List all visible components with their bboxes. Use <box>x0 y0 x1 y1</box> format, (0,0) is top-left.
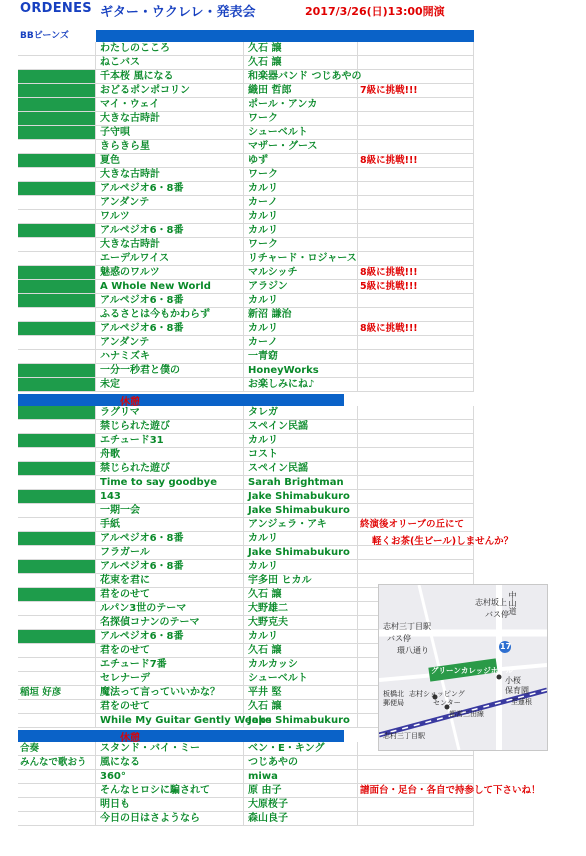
performer-cell <box>18 378 96 392</box>
break-band <box>18 730 344 742</box>
song-title: アルペジオ6・8番 <box>100 631 184 642</box>
artist-name: シューベルト <box>248 673 308 684</box>
event-date: 2017/3/26(日)13:00開演 <box>305 5 445 18</box>
note-cell <box>358 812 474 826</box>
performer-cell <box>18 644 96 658</box>
performer-cell <box>18 154 96 168</box>
note-cell <box>358 252 474 266</box>
performer-cell <box>18 294 96 308</box>
artist-name: アンジェラ・アキ <box>248 519 327 530</box>
performer-cell <box>18 770 96 784</box>
song-title: アルペジオ6・8番 <box>100 561 184 572</box>
note-cell <box>358 70 474 84</box>
song-title: アンダンテ <box>100 197 150 208</box>
artist-name: Sarah Brightman <box>248 477 344 488</box>
note-cell <box>358 140 474 154</box>
artist-name: カルリ <box>248 323 278 334</box>
artist-name: 平井 堅 <box>248 687 282 698</box>
note-cell <box>358 364 474 378</box>
song-title: ねこバス <box>100 57 140 68</box>
program-row <box>0 420 474 434</box>
program-row <box>0 182 474 196</box>
note-cell <box>358 98 474 112</box>
song-title: 未定 <box>100 379 120 390</box>
performer-label: 合奏 <box>20 743 40 754</box>
artist-name: カルリ <box>248 561 278 572</box>
program-row <box>0 84 474 98</box>
performer-cell <box>18 532 96 546</box>
performer-cell <box>18 518 96 532</box>
artist-name: 久石 譲 <box>248 645 282 656</box>
map-label-road: 環八通り <box>397 646 429 655</box>
performer-cell <box>18 168 96 182</box>
performer-cell <box>18 490 96 504</box>
performer-cell <box>18 224 96 238</box>
song-title: 手紙 <box>100 519 120 530</box>
artist-name: HoneyWorks <box>248 365 319 376</box>
song-title: 風になる <box>100 757 140 768</box>
song-title: Time to say goodbye <box>100 477 217 488</box>
performer-cell <box>18 812 96 826</box>
artist-name: タレガ <box>248 407 278 418</box>
map-label-station3: 志村三丁目駅 <box>383 732 425 740</box>
song-title: 舟歌 <box>100 449 120 460</box>
performer-cell <box>18 784 96 798</box>
song-title: 大きな古時計 <box>100 169 160 180</box>
artist-name: 久石 譲 <box>248 701 282 712</box>
after-party-note: 軽くお茶(生ビール)しませんか？ <box>372 536 514 547</box>
venue-map <box>378 584 548 751</box>
song-title: アルペジオ6・8番 <box>100 295 184 306</box>
song-title: 360° <box>100 771 126 782</box>
performer-cell <box>18 476 96 490</box>
program-row <box>0 294 474 308</box>
note-text: 8級に挑戦!!! <box>360 155 418 166</box>
note-cell <box>358 770 474 784</box>
performer-cell <box>18 238 96 252</box>
song-title: セレナーデ <box>100 673 150 684</box>
performer-cell <box>18 560 96 574</box>
note-cell <box>358 294 474 308</box>
program-row <box>0 406 474 420</box>
performer-cell <box>18 462 96 476</box>
song-title: 花束を君に <box>100 575 150 586</box>
artist-name: 和楽器バンド つじあやの <box>248 71 362 82</box>
program-row <box>0 378 474 392</box>
artist-name: 久石 譲 <box>248 589 282 600</box>
performer-cell <box>18 112 96 126</box>
program-row <box>0 42 474 56</box>
song-title: マイ・ウェイ <box>100 99 160 110</box>
program-row <box>0 280 474 294</box>
artist-name: Jake Shimabukuro <box>248 715 350 726</box>
song-title: 君をのせて <box>100 589 150 600</box>
song-title: A Whole New World <box>100 281 211 292</box>
event-title: ギター・ウクレレ・発表会 <box>100 5 256 20</box>
program-row <box>0 196 474 210</box>
program-row <box>0 126 474 140</box>
song-title: ふるさとは今もかわらず <box>100 309 210 320</box>
song-title: アルペジオ6・8番 <box>100 225 184 236</box>
note-cell <box>358 476 474 490</box>
artist-name: 大原桜子 <box>248 799 288 810</box>
program-row <box>0 364 474 378</box>
map-label-school: 小桜 <box>505 676 521 685</box>
song-title: 魅惑のワルツ <box>100 267 160 278</box>
artist-name: カルリ <box>248 295 278 306</box>
artist-name: ポール・アンカ <box>248 99 318 110</box>
note-cell <box>358 560 474 574</box>
artist-name: ワーク <box>248 113 278 124</box>
artist-name: スペイン民謡 <box>248 421 308 432</box>
song-title: 子守唄 <box>100 127 130 138</box>
note-cell <box>358 168 474 182</box>
performer-cell <box>18 406 96 420</box>
performer-cell <box>18 126 96 140</box>
performer-cell <box>18 434 96 448</box>
header <box>0 0 586 24</box>
program-row <box>0 756 474 770</box>
program-row <box>0 476 474 490</box>
artist-name: リチャード・ロジャース <box>248 253 357 264</box>
song-title: 大きな古時計 <box>100 113 160 124</box>
performer-cell <box>18 700 96 714</box>
note-text: 8級に挑戦!!! <box>360 267 418 278</box>
song-title: エチュード7番 <box>100 659 167 670</box>
artist-name: 森山良子 <box>248 813 288 824</box>
artist-name: カルリ <box>248 183 278 194</box>
program-row <box>0 812 474 826</box>
artist-name: 一青窈 <box>248 351 278 362</box>
program-row <box>0 154 474 168</box>
performer-cell <box>18 42 96 56</box>
note-cell <box>358 308 474 322</box>
note-cell <box>358 378 474 392</box>
artist-name: カーノ <box>248 337 278 348</box>
song-title: 143 <box>100 491 121 502</box>
artist-name: 大野克夫 <box>248 617 288 628</box>
artist-name: お楽しみにね♪ <box>248 379 315 390</box>
performer-cell <box>18 588 96 602</box>
artist-name: Jake Shimabukuro <box>248 505 350 516</box>
artist-name: 織田 哲郎 <box>248 85 292 96</box>
performer-cell <box>18 602 96 616</box>
map-label-bus2: バス停 <box>387 634 411 643</box>
song-title: 君をのせて <box>100 701 150 712</box>
artist-name: カルリ <box>248 533 278 544</box>
note-cell <box>358 210 474 224</box>
song-title: 君をのせて <box>100 645 150 656</box>
artist-name: マルシッチ <box>248 267 298 278</box>
program-row <box>0 266 474 280</box>
artist-name: シューベルト <box>248 127 308 138</box>
artist-name: 久石 譲 <box>248 43 282 54</box>
map-label-shop2: センター <box>433 699 461 707</box>
break-label: 休憩 <box>120 397 140 408</box>
performer-cell <box>18 280 96 294</box>
program-row <box>0 490 474 504</box>
artist-name: カルリ <box>248 631 278 642</box>
song-title: アンダンテ <box>100 337 150 348</box>
artist-name: 原 由子 <box>248 785 282 796</box>
artist-name: カルリ <box>248 435 278 446</box>
performer-cell <box>18 56 96 70</box>
song-title: 一分一秒君と僕の <box>100 365 180 376</box>
song-title: おどるポンポコリン <box>100 85 190 96</box>
map-label-post2: 郵便局 <box>383 699 404 707</box>
program-row <box>0 308 474 322</box>
performer-label: みんなで歌おう <box>20 757 87 768</box>
performer-cell <box>18 714 96 728</box>
note-text: 終演後オリーブの丘にて <box>360 519 465 530</box>
performer-cell <box>18 182 96 196</box>
artist-name: 新沼 謙治 <box>248 309 292 320</box>
map-label-river: 中山道 <box>508 591 517 615</box>
note-cell <box>358 112 474 126</box>
song-title: 明日も <box>100 799 130 810</box>
map-label-crossing: 至蓮根 <box>511 698 532 706</box>
note-text: 8級に挑戦!!! <box>360 323 418 334</box>
note-cell <box>358 420 474 434</box>
performer-cell <box>18 140 96 154</box>
top-band <box>96 30 474 42</box>
song-title: 名探偵コナンのテーマ <box>100 617 200 628</box>
song-title: スタンド・バイ・ミー <box>100 743 200 754</box>
song-title: きらきら星 <box>100 141 150 152</box>
song-title: ワルツ <box>100 211 130 222</box>
artist-name: 大野雄二 <box>248 603 288 614</box>
program-row <box>0 140 474 154</box>
org-name: ORDENES <box>20 1 92 16</box>
artist-name: カーノ <box>248 197 278 208</box>
program-row <box>0 112 474 126</box>
performer-cell <box>18 546 96 560</box>
map-label-station2: 志村三丁目駅 <box>383 622 431 631</box>
note-text: 譜面台・足台・各自で持参して下さいね！ <box>360 785 541 796</box>
program-row <box>0 504 474 518</box>
program-row <box>0 462 474 476</box>
program-row <box>0 224 474 238</box>
song-title: そんなヒロシに騙されて <box>100 785 210 796</box>
song-title: アルペジオ6・8番 <box>100 183 184 194</box>
artist-name: スペイン民謡 <box>248 463 308 474</box>
first-band-label: BBビーンズ <box>20 31 69 41</box>
map-label-route: 17 <box>500 642 512 651</box>
program-row <box>0 350 474 364</box>
note-cell <box>358 434 474 448</box>
artist-name: マザー・グース <box>248 141 318 152</box>
artist-name: ベン・E・キング <box>248 743 325 754</box>
program-row <box>0 210 474 224</box>
song-title: アルペジオ6・8番 <box>100 323 184 334</box>
performer-cell <box>18 336 96 350</box>
song-title: ラグリマ <box>100 407 140 418</box>
note-cell <box>358 182 474 196</box>
song-title: エチュード31 <box>100 435 164 446</box>
program-row <box>0 70 474 84</box>
song-title: エーデルワイス <box>100 253 170 264</box>
performer-cell <box>18 196 96 210</box>
note-cell <box>358 490 474 504</box>
program-row <box>0 546 474 560</box>
performer-cell <box>18 658 96 672</box>
note-cell <box>358 238 474 252</box>
program-row <box>0 98 474 112</box>
performer-cell <box>18 504 96 518</box>
break-label: 休憩 <box>120 733 140 744</box>
performer-cell <box>18 672 96 686</box>
map-label-bus1: バス停 <box>485 610 509 619</box>
artist-name: 宇多田 ヒカル <box>248 575 312 586</box>
song-title: 禁じられた遊び <box>100 421 170 432</box>
performer-cell <box>18 616 96 630</box>
artist-name: ゆず <box>248 155 268 166</box>
performer-label: 稲垣 好彦 <box>20 687 62 698</box>
performer-cell <box>18 266 96 280</box>
performer-cell <box>18 350 96 364</box>
program-row <box>0 56 474 70</box>
song-title: 一期一会 <box>100 505 140 516</box>
program-row <box>0 252 474 266</box>
program-row <box>0 238 474 252</box>
program-row <box>0 518 474 532</box>
artist-name: ワーク <box>248 239 278 250</box>
performer-cell <box>18 210 96 224</box>
song-title: ルパン3世のテーマ <box>100 603 187 614</box>
program-row <box>0 784 541 798</box>
song-title: 魔法って言っていいかな？ <box>100 687 220 698</box>
program-row <box>0 560 474 574</box>
artist-name: Jake Shimabukuro <box>248 547 350 558</box>
song-title: 今日の日はさようなら <box>100 813 200 824</box>
performer-cell <box>18 574 96 588</box>
program-row <box>0 336 474 350</box>
performer-cell <box>18 98 96 112</box>
performer-cell <box>18 308 96 322</box>
program-row <box>0 448 474 462</box>
song-title: フラガール <box>100 547 150 558</box>
note-cell <box>358 42 474 56</box>
note-cell <box>358 224 474 238</box>
note-cell <box>358 504 474 518</box>
note-cell <box>358 196 474 210</box>
program-row <box>0 168 474 182</box>
note-cell <box>358 462 474 476</box>
artist-name: カルリ <box>248 211 278 222</box>
map-label-station1: 志村坂上 <box>475 598 507 607</box>
note-cell <box>358 546 474 560</box>
song-title: ハナミズキ <box>100 351 150 362</box>
performer-cell <box>18 798 96 812</box>
artist-name: カルカッシ <box>248 659 298 670</box>
map-label-hall: グリーンカレッジホール <box>431 666 514 675</box>
program-row <box>0 322 474 336</box>
artist-name: miwa <box>248 771 278 782</box>
song-title: 夏色 <box>100 155 120 166</box>
performer-cell <box>18 252 96 266</box>
note-cell <box>358 56 474 70</box>
performer-cell <box>18 630 96 644</box>
artist-name: つじあやの <box>248 757 298 768</box>
performer-cell <box>18 84 96 98</box>
note-cell <box>358 756 474 770</box>
note-text: 5級に挑戦!!! <box>360 281 418 292</box>
program-row <box>0 770 474 784</box>
map-label-post: 板橋北 <box>383 690 404 698</box>
map-label-shop: 志村ショッピング <box>409 690 465 698</box>
note-cell <box>358 336 474 350</box>
break-band <box>18 394 344 406</box>
map-label-line: 都営三田線 <box>449 710 484 718</box>
performer-cell <box>18 448 96 462</box>
note-cell <box>358 350 474 364</box>
performer-cell <box>18 420 96 434</box>
artist-name: コスト <box>248 449 278 460</box>
performer-cell <box>18 322 96 336</box>
song-title: While My Guitar Gently Weeps <box>100 715 272 726</box>
performer-cell <box>18 70 96 84</box>
artist-name: ワーク <box>248 169 278 180</box>
note-cell <box>358 126 474 140</box>
artist-name: カルリ <box>248 225 278 236</box>
song-title: 大きな古時計 <box>100 239 160 250</box>
song-title: 千本桜 風になる <box>100 71 174 82</box>
song-title: アルペジオ6・8番 <box>100 533 184 544</box>
map-label-nursery: 保育園 <box>505 686 529 695</box>
note-text: 7級に挑戦!!! <box>360 85 418 96</box>
program-row <box>0 798 474 812</box>
song-title: 禁じられた遊び <box>100 463 170 474</box>
performer-cell <box>18 364 96 378</box>
note-cell <box>358 406 474 420</box>
artist-name: Jake Shimabukuro <box>248 491 350 502</box>
note-cell <box>358 448 474 462</box>
program-row <box>0 434 474 448</box>
artist-name: 久石 譲 <box>248 57 282 68</box>
song-title: わたしのこころ <box>100 43 170 54</box>
artist-name: アラジン <box>248 281 288 292</box>
note-cell <box>358 798 474 812</box>
